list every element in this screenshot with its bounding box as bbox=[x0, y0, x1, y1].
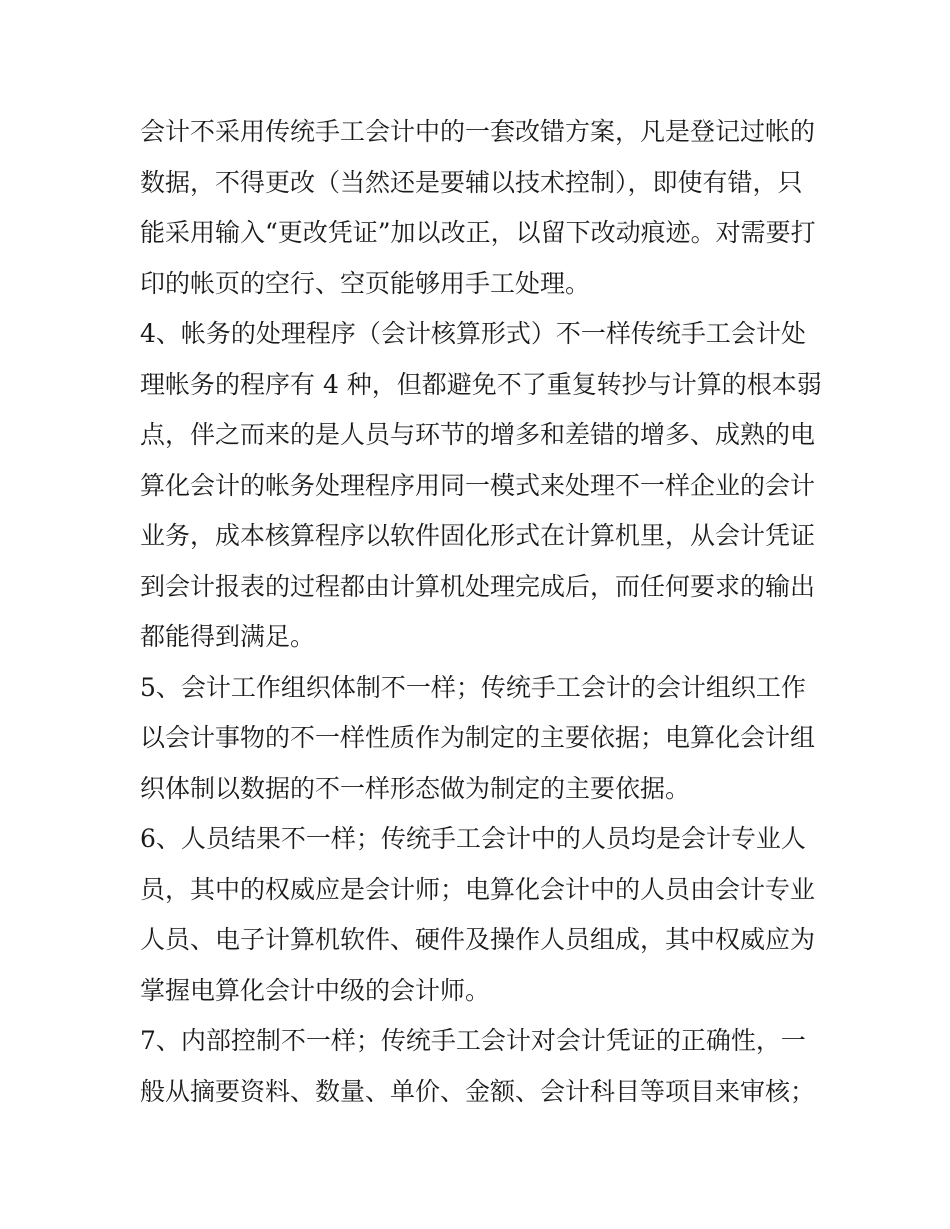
document-body bbox=[140, 107, 822, 1117]
text-line: 般从摘要资料、数量、单价、金额、会计科目等项目来审核； bbox=[140, 1076, 816, 1106]
text-line: 掌握电算化会计中级的会计师。 bbox=[140, 975, 491, 1005]
text-line: 业务，成本核算程序以软件固化形式在计算机里，从会计凭证 bbox=[140, 521, 816, 550]
text-line: 6、人员结果不一样；传统手工会计中的人员均是会计专业人 bbox=[140, 824, 806, 853]
paragraph-item-4 bbox=[140, 309, 822, 663]
text-line: 4、帐务的处理程序（会计核算形式）不一样传统手工会计处 bbox=[140, 319, 806, 348]
text-line: 7、内部控制不一样；传统手工会计对会计凭证的正确性，一 bbox=[140, 1026, 806, 1055]
text-line: 都能得到满足。 bbox=[140, 622, 316, 651]
text-line: 点，伴之而来的是人员与环节的增多和差错的增多、成熟的电 bbox=[140, 420, 816, 449]
text-line: 人员、电子计算机软件、硬件及操作人员组成，其中权威应为 bbox=[140, 925, 816, 954]
text-line: 5、会计工作组织体制不一样；传统手工会计的会计组织工作 bbox=[140, 672, 806, 702]
paragraph-error-correction bbox=[140, 107, 815, 309]
text-line: 数据，不得更改（当然还是要辅以技术控制），即使有错，只 bbox=[140, 167, 803, 197]
text-line: 印的帐页的空行、空页能够用手工处理。 bbox=[140, 268, 591, 298]
paragraph-item-5 bbox=[140, 663, 815, 815]
text-line: 到会计报表的过程都由计算机处理完成后，而任何要求的输出 bbox=[140, 571, 816, 601]
text-line: 理帐务的程序有 4 种，但都避免不了重复转抄与计算的根本弱 bbox=[140, 369, 822, 399]
text-line: 以会计事物的不一样性质作为制定的主要依据；电算化会计组 bbox=[140, 723, 816, 752]
text-line: 算化会计的帐务处理程序用同一模式来处理不一样企业的会计 bbox=[140, 470, 816, 500]
text-line: 会计不采用传统手工会计中的一套改错方案，凡是登记过帐的 bbox=[140, 117, 816, 146]
text-line: 织体制以数据的不一样形态做为制定的主要依据。 bbox=[140, 773, 691, 803]
paragraph-item-6 bbox=[140, 814, 815, 1016]
paragraph-item-7 bbox=[140, 1016, 815, 1117]
text-line: 员，其中的权威应是会计师；电算化会计中的人员由会计专业 bbox=[140, 874, 816, 904]
text-line: 能采用输入“更改凭证”加以改正，以留下改动痕迹。对需要打 bbox=[140, 218, 816, 247]
